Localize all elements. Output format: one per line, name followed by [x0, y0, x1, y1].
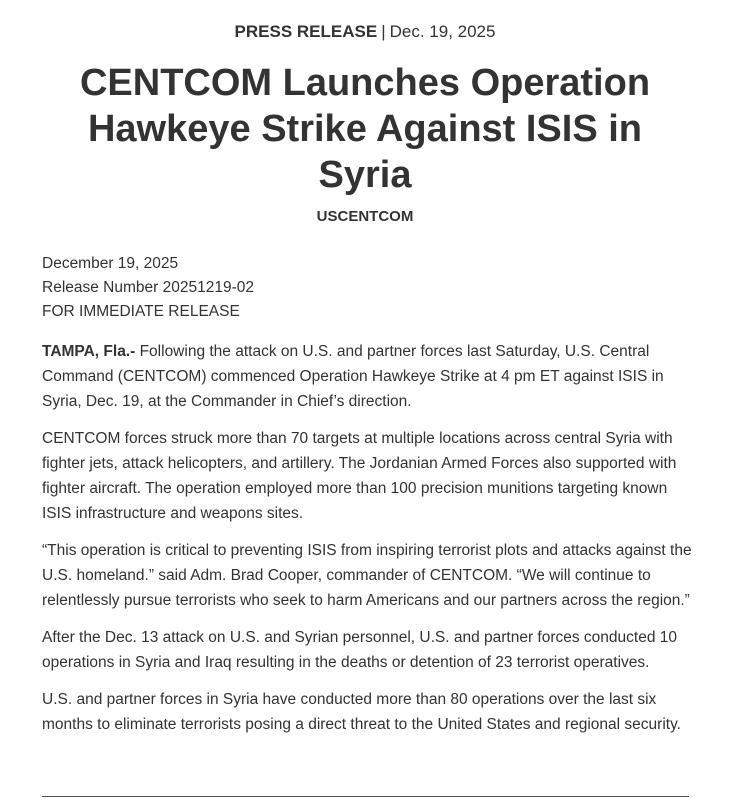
body-paragraph: CENTCOM forces struck more than 70 targets at multiple locations across central Syria with fighter jets, attack helicopters, and artillery. The Jordanian Armed Forces also supported with fighter aircraft. The operation employed more than 100 precision munitions targeting known ISIS infrastructure and weapons sites.	[42, 430, 677, 522]
release-number: Release Number 20251219-02	[42, 279, 254, 296]
dateline: TAMPA, Fla.-	[42, 343, 136, 360]
bottom-divider	[42, 796, 689, 797]
release-status: FOR IMMEDIATE RELEASE	[42, 303, 240, 320]
paragraph-text: Following the attack on U.S. and partner forces last Saturday, U.S. Central Command (CENTCOM) commenced Operation Hawkeye Strike at 4 pm ET against ISIS in Syria, Dec. 19, at the Commander in Chief’s direction.	[42, 343, 664, 410]
body-paragraph: U.S. and partner forces in Syria have conducted more than 80 operations over the last six months to eliminate terrorists posing a direct threat to the United States and regional security.	[42, 691, 681, 733]
release-kicker	[0, 21, 730, 43]
release-body	[42, 339, 694, 749]
kicker-label: PRESS RELEASE	[234, 22, 378, 41]
release-meta	[42, 252, 692, 324]
page-title: CENTCOM Launches Operation Hawkeye Strike Against ISIS in Syria	[79, 62, 651, 196]
kicker-separator: |	[381, 22, 386, 41]
body-paragraph: After the Dec. 13 attack on U.S. and Syrian personnel, U.S. and partner forces conducted 10 operations in Syria and Iraq resulting in the deaths or detention of 23 terrorist operatives.	[42, 629, 678, 671]
kicker-date: Dec. 19, 2025	[389, 22, 496, 41]
agency-name: USCENTCOM	[316, 208, 414, 225]
body-paragraph: “This operation is critical to preventing ISIS from inspiring terrorist plots and attacks against the U.S. homeland.” said Adm. Brad Cooper, commander of CENTCOM. “We will continue to relentlessly pursue terrorists who seek to harm Americans and our partners across the region.”	[42, 542, 692, 609]
release-date: December 19, 2025	[42, 255, 179, 272]
body-paragraph	[42, 339, 694, 414]
